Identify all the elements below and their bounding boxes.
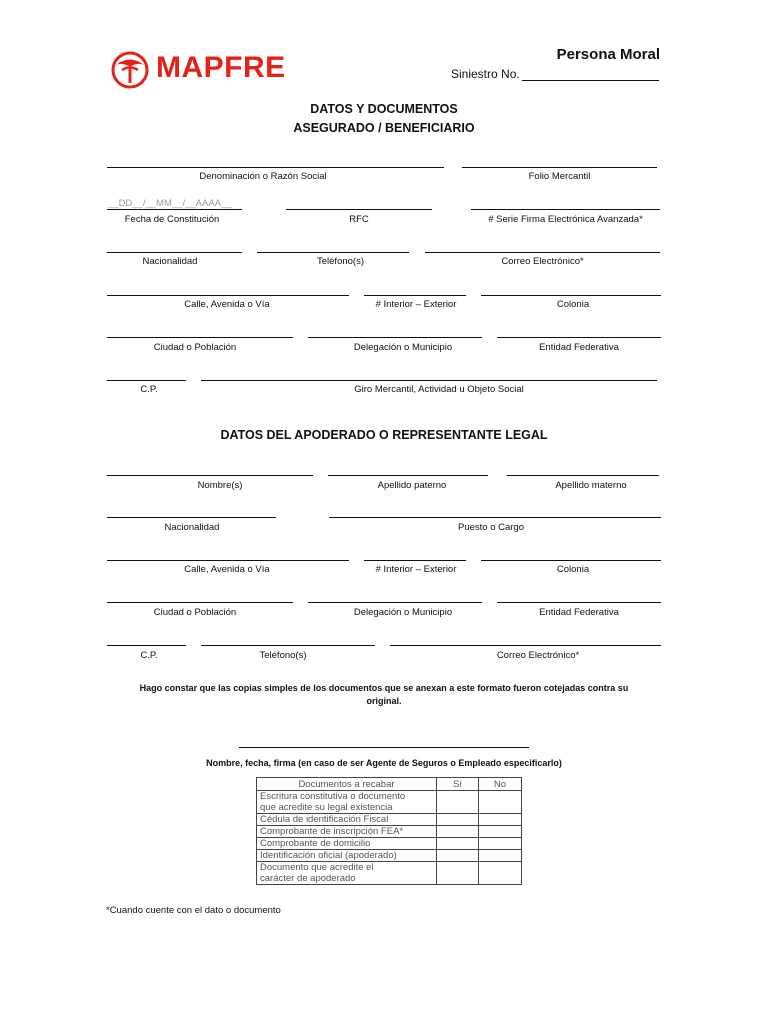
correo-label: Correo Electrónico* [501, 256, 584, 267]
ap-calle-line[interactable] [107, 560, 349, 561]
table-header-si: Sí [437, 778, 479, 791]
ap-telefono-label: Teléfono(s) [259, 650, 307, 661]
brand-name: MAPFRE [156, 51, 286, 84]
doc-escritura-no-cell[interactable] [479, 791, 522, 814]
ap-puesto-label: Puesto o Cargo [457, 522, 524, 533]
ap-interior-line[interactable] [364, 560, 466, 561]
persona-type: Persona Moral [556, 46, 660, 63]
doc-identificacion-no-cell[interactable] [479, 850, 522, 862]
documents-table [256, 777, 522, 885]
ap-interior-label: # Interior – Exterior [375, 564, 457, 575]
interior-label: # Interior – Exterior [375, 299, 457, 310]
mapfre-logo [110, 47, 310, 93]
ap-colonia-label: Colonia [556, 564, 590, 575]
interior-line[interactable] [364, 295, 466, 296]
ap-nacionalidad-label: Nacionalidad [164, 522, 220, 533]
serie-fea-label: # Serie Firma Electrónica Avanzada* [488, 214, 643, 225]
doc-domicilio-si-cell[interactable] [437, 838, 479, 850]
ciudad-label: Ciudad o Población [153, 342, 237, 353]
ap-calle-label: Calle, Avenida o Vía [184, 564, 270, 575]
mapfre-emblem-icon [110, 50, 150, 90]
nacionalidad-label: Nacionalidad [142, 256, 198, 267]
doc-apoderado-l2: carácter de apoderado [260, 873, 356, 884]
entidad-line[interactable] [497, 337, 661, 338]
delegacion-label: Delegación o Municipio [353, 342, 453, 353]
denominacion-label: Denominación o Razón Social [199, 171, 327, 182]
ap-colonia-line[interactable] [481, 560, 661, 561]
doc-fea-no-cell[interactable] [479, 826, 522, 838]
ap-nombre-line[interactable] [107, 475, 313, 476]
table-header-documentos: Documentos a recabar [257, 778, 437, 791]
siniestro-label: Siniestro No. [451, 67, 520, 81]
denominacion-line[interactable] [107, 167, 444, 168]
declaration-line2: original. [366, 696, 402, 706]
doc-escritura-l1: Escritura constitutiva o documento [260, 791, 406, 802]
declaration-line1: Hago constar que las copias simples de los documentos que se anexan a este formato fueron cotejadas contra su [139, 683, 629, 693]
ap-correo-label: Correo Electrónico* [496, 650, 580, 661]
ap-delegacion-line[interactable] [308, 602, 482, 603]
doc-apoderado-si-cell[interactable] [437, 862, 479, 885]
date-format-hint: __DD__/__MM__/__AAAA__ [108, 198, 232, 209]
cp-line[interactable] [107, 380, 186, 381]
ap-cp-label: C.P. [140, 650, 158, 661]
table-row [257, 850, 522, 862]
ciudad-line[interactable] [107, 337, 293, 338]
serie-fea-line[interactable] [471, 209, 660, 210]
ap-ciudad-line[interactable] [107, 602, 293, 603]
cp-label: C.P. [140, 384, 158, 395]
ap-ciudad-label: Ciudad o Población [153, 607, 237, 618]
calle-line[interactable] [107, 295, 349, 296]
table-row [257, 826, 522, 838]
ap-paterno-line[interactable] [328, 475, 488, 476]
colonia-line[interactable] [481, 295, 661, 296]
ap-telefono-line[interactable] [201, 645, 375, 646]
doc-escritura-l2: que acredite su legal existencia [260, 802, 393, 813]
doc-cedula-no-cell[interactable] [479, 814, 522, 826]
doc-apoderado-no-cell[interactable] [479, 862, 522, 885]
page-subtitle: ASEGURADO / BENEFICIARIO [293, 121, 475, 135]
telefono-label: Teléfono(s) [317, 256, 364, 267]
apoderado-section-title: DATOS DEL APODERADO O REPRESENTANTE LEGAL [220, 428, 548, 442]
table-row [257, 791, 522, 814]
doc-apoderado-l1: Documento que acredite el [260, 862, 374, 873]
ap-nombre-label: Nombre(s) [197, 480, 243, 491]
signature-line[interactable] [239, 747, 529, 748]
doc-escritura-si-cell[interactable] [437, 791, 479, 814]
ap-entidad-label: Entidad Federativa [539, 607, 619, 618]
fecha-line[interactable] [107, 209, 242, 210]
doc-domicilio: Comprobante de domicilio [257, 838, 437, 850]
ap-puesto-line[interactable] [329, 517, 661, 518]
colonia-label: Colonia [556, 299, 590, 310]
rfc-label: RFC [349, 214, 369, 225]
doc-fea-si-cell[interactable] [437, 826, 479, 838]
siniestro-field[interactable] [451, 67, 659, 81]
nacionalidad-line[interactable] [107, 252, 242, 253]
ap-entidad-line[interactable] [497, 602, 661, 603]
doc-cedula: Cédula de identificación Fiscal [257, 814, 437, 826]
doc-apoderado [257, 862, 437, 885]
ap-materno-label: Apellido materno [555, 480, 627, 491]
table-header-row [257, 778, 522, 791]
calle-label: Calle, Avenida o Vía [184, 299, 270, 310]
giro-line[interactable] [201, 380, 657, 381]
signature-label: Nombre, fecha, firma (en caso de ser Agente de Seguros o Empleado especificarlo) [206, 758, 562, 768]
ap-correo-line[interactable] [390, 645, 661, 646]
doc-identificacion-si-cell[interactable] [437, 850, 479, 862]
siniestro-line [522, 68, 659, 81]
giro-label: Giro Mercantil, Actividad u Objeto Social [354, 384, 524, 395]
table-header-no: No [479, 778, 522, 791]
footnote: *Cuando cuente con el dato o documento [106, 905, 281, 916]
rfc-line[interactable] [286, 209, 432, 210]
ap-cp-line[interactable] [107, 645, 186, 646]
doc-identificacion: Identificación oficial (apoderado) [257, 850, 437, 862]
fecha-label: Fecha de Constitución [124, 214, 220, 225]
correo-line[interactable] [425, 252, 660, 253]
entidad-label: Entidad Federativa [539, 342, 619, 353]
ap-paterno-label: Apellido paterno [377, 480, 447, 491]
ap-materno-line[interactable] [507, 475, 659, 476]
folio-label: Folio Mercantil [528, 171, 591, 182]
table-row [257, 838, 522, 850]
ap-delegacion-label: Delegación o Municipio [353, 607, 453, 618]
ap-nacionalidad-line[interactable] [107, 517, 276, 518]
table-row [257, 814, 522, 826]
doc-cedula-si-cell[interactable] [437, 814, 479, 826]
doc-domicilio-no-cell[interactable] [479, 838, 522, 850]
delegacion-line[interactable] [308, 337, 482, 338]
page-title: DATOS Y DOCUMENTOS [310, 102, 458, 116]
doc-fea: Comprobante de inscripción FEA* [257, 826, 437, 838]
telefono-line[interactable] [257, 252, 409, 253]
table-row [257, 862, 522, 885]
doc-escritura [257, 791, 437, 814]
folio-line[interactable] [462, 167, 657, 168]
